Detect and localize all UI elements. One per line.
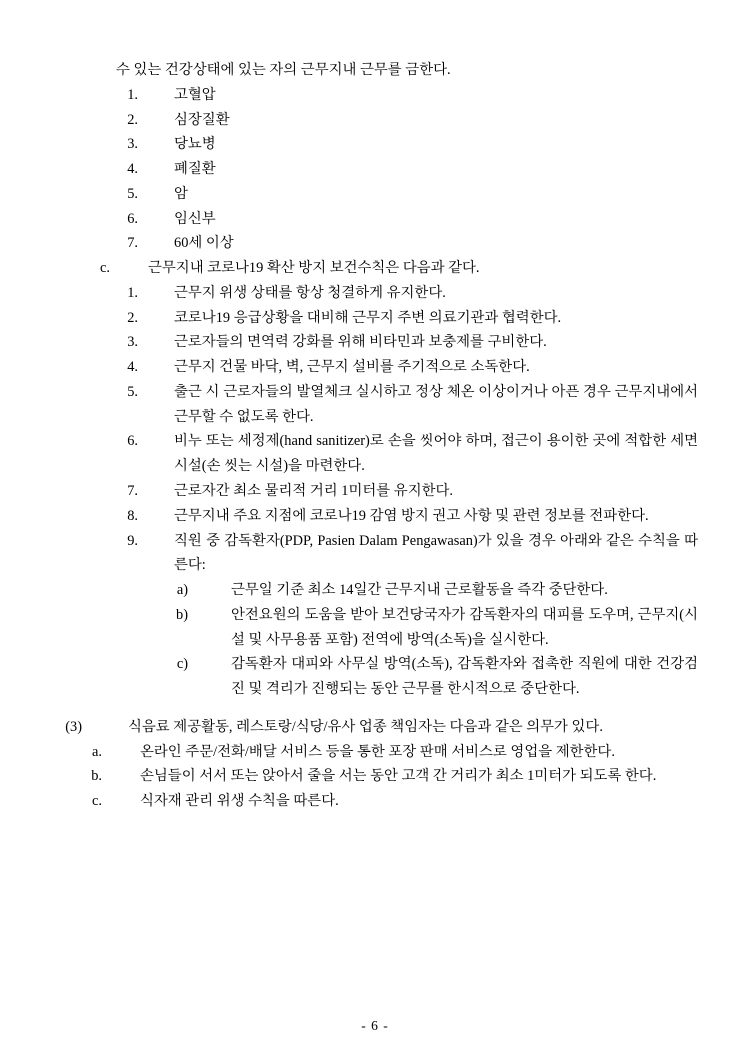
sub-list-text: 안전요원의 도움을 받아 보건당국자가 감독환자의 대피를 도우며, 근무지(시설 및 사무용품 포함) 전역에 방역(소독)을 실시한다. (231, 606, 698, 648)
list-text: 직원 중 감독환자(PDP, Pasien Dalam Pengawasan)가 있을 경우 아래와 같은 수칙을 따른다: (174, 532, 698, 574)
list-text: 폐질환 (174, 161, 216, 178)
sub-list-marker: b) (176, 606, 188, 623)
list-item (52, 207, 698, 232)
list-item (52, 231, 698, 256)
list-item (52, 182, 698, 207)
list-marker: 1. (127, 284, 138, 301)
list-text: 근무지내 주요 지점에 코로나19 감염 방지 권고 사항 및 관련 정보를 전파한다. (174, 507, 649, 524)
list-text: 비누 또는 세정제(hand sanitizer)로 손을 씻어야 하며, 접근이 용이한 곳에 적합한 세면시설(손 씻는 시설)을 마련한다. (174, 433, 698, 475)
list-text: 손님들이 서서 또는 앉아서 줄을 서는 동안 고객 간 거리가 최소 1미터가 되도록 한다. (140, 768, 657, 785)
list-text: 암 (174, 185, 188, 202)
list-text: 당뇨병 (174, 136, 216, 153)
list-item (52, 355, 698, 380)
clause-text: 근무지내 코로나19 확산 방지 보건수칙은 다음과 같다. (148, 260, 480, 277)
list-item (52, 83, 698, 108)
list-marker: 2. (127, 309, 138, 326)
list-marker: 6. (127, 210, 138, 227)
list-marker: 5. (127, 383, 138, 400)
sub-list-item (52, 578, 698, 603)
list-marker: 3. (127, 136, 138, 153)
list-text: 코로나19 응급상황을 대비해 근무지 주변 의료기관과 협력한다. (174, 309, 562, 326)
list-item (52, 429, 698, 479)
list-text: 60세 이상 (174, 235, 234, 252)
list-text: 온라인 주문/전화/배달 서비스 등을 통한 포장 판매 서비스로 영업을 제한한다. (140, 743, 615, 760)
list-marker: 1. (127, 86, 138, 103)
sub-list-text: 근무일 기준 최소 14일간 근무지내 근로활동을 즉각 중단한다. (231, 582, 608, 599)
sub-list-marker: a) (176, 582, 188, 599)
section-marker: (3) (65, 718, 82, 735)
sub-list-text: 감독환자 대피와 사무실 방역(소독), 감독환자와 접촉한 직원에 대한 건강검진 및 격리가 진행되는 동안 근무를 한시적으로 중단한다. (231, 656, 698, 698)
page-number: - 6 - (361, 1018, 389, 1033)
list-marker: 4. (127, 161, 138, 178)
list-marker: c. (92, 793, 102, 810)
clause-c-heading (52, 256, 698, 281)
document-body (52, 58, 698, 814)
list-text: 출근 시 근로자들의 발열체크 실시하고 정상 체온 이상이거나 아픈 경우 근무지내에서 근무할 수 없도록 한다. (174, 383, 698, 425)
list-marker: 9. (127, 532, 138, 549)
list-item (52, 504, 698, 529)
list-marker: 7. (127, 235, 138, 252)
list-marker: b. (91, 768, 102, 785)
list-marker: 7. (127, 483, 138, 500)
list-text: 근무지 위생 상태를 항상 청결하게 유지한다. (174, 284, 446, 301)
list-item (52, 740, 698, 765)
list-item (52, 306, 698, 331)
list-item (52, 330, 698, 355)
list-marker: a. (92, 743, 102, 760)
list-item (52, 157, 698, 182)
list-item (52, 281, 698, 306)
list-item (52, 789, 698, 814)
section-text: 식음료 제공활동, 레스토랑/식당/유사 업종 책임자는 다음과 같은 의무가 있다. (128, 718, 603, 735)
list-text: 근무지 건물 바닥, 벽, 근무지 설비를 주기적으로 소독한다. (174, 359, 530, 376)
sub-list-item (52, 652, 698, 702)
list-marker: 4. (127, 359, 138, 376)
list-text: 근로자간 최소 물리적 거리 1미터를 유지한다. (174, 483, 454, 500)
sub-list-marker: c) (176, 656, 188, 673)
list-marker: 2. (127, 111, 138, 128)
list-item (52, 380, 698, 430)
continuation-line (52, 58, 698, 83)
list-text: 심장질환 (174, 111, 230, 128)
list-text: 근로자들의 면역력 강화를 위해 비타민과 보충제를 구비한다. (174, 334, 547, 351)
list-marker: 8. (127, 507, 138, 524)
list-item (52, 529, 698, 579)
list-marker: 5. (127, 185, 138, 202)
section-heading (52, 715, 698, 740)
list-text: 식자재 관리 위생 수칙을 따른다. (140, 793, 339, 810)
list-text: 고혈압 (174, 86, 216, 103)
list-text: 임신부 (174, 210, 216, 227)
clause-marker: c. (100, 260, 110, 277)
list-item (52, 132, 698, 157)
section-spacer (52, 702, 698, 715)
list-item (52, 764, 698, 789)
list-item (52, 479, 698, 504)
list-marker: 3. (127, 334, 138, 351)
list-item (52, 108, 698, 133)
list-marker: 6. (127, 433, 138, 450)
continuation-text: 수 있는 건강상태에 있는 자의 근무지내 근무를 금한다. (116, 62, 451, 78)
sub-list-item (52, 603, 698, 653)
